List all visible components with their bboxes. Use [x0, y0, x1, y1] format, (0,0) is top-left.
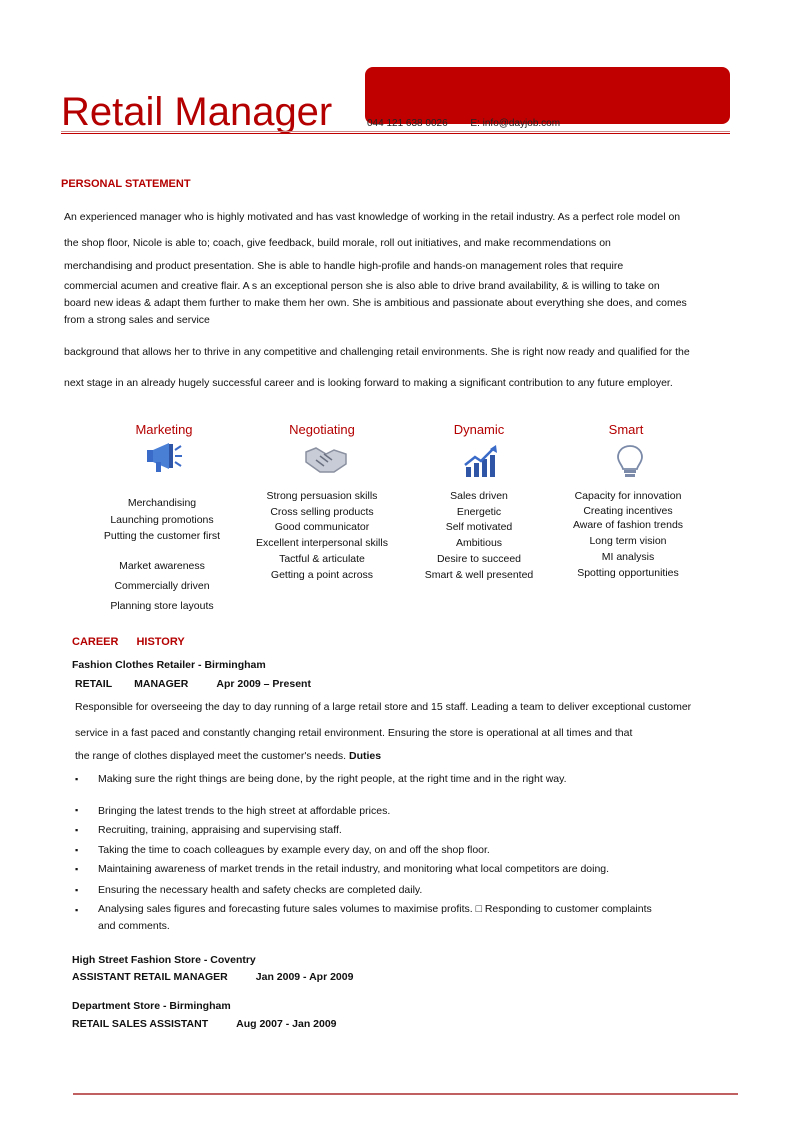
skill-item: Long term vision [589, 535, 667, 547]
duty-item: Recruiting, training, appraising and supervising staff. [98, 824, 342, 836]
job-description-line: Responsible for overseeing the day to day running of a large retail store and 15 staff. Leading a team to deliver exceptional customer [75, 701, 692, 713]
job-company: Department Store - Birmingham [72, 1000, 231, 1012]
skill-item: Getting a point across [270, 569, 374, 581]
header-divider-accent [61, 133, 730, 134]
skill-item: Ambitious [455, 537, 503, 549]
skill-item: Aware of fashion trends [572, 519, 684, 531]
bullet-icon: ▪ [75, 825, 79, 835]
bullet-icon: ▪ [75, 864, 79, 874]
bullet-icon: ▪ [75, 774, 79, 784]
skill-item: Energetic [456, 506, 502, 518]
job-description-line: service in a fast paced and constantly changing retail environment. Ensuring the store is operational at all times and that [75, 727, 633, 739]
statement-line: merchandising and product presentation. She is able to handle high-profile and hands-on management roles that require [64, 260, 624, 272]
statement-line: background that allows her to thrive in any competitive and challenging retail environments. She is right now ready and qualified for the [64, 346, 690, 358]
skill-item: Tactful & articulate [279, 553, 365, 565]
bullet-icon: ▪ [75, 845, 79, 855]
skill-title-negotiating: Negotiating [289, 422, 355, 437]
contact-info [367, 118, 580, 129]
skill-title-dynamic: Dynamic [453, 422, 505, 437]
statement-line: next stage in an already hugely successful career and is looking forward to making a significant contribution to any future employer. [64, 377, 673, 389]
duty-item-continued: and comments. [98, 920, 170, 932]
duty-item: Analysing sales figures and forecasting future sales volumes to maximise profits. □ Responding to customer complaints [98, 903, 652, 915]
lightbulb-icon [610, 443, 650, 479]
job-dates: Jan 2009 - Apr 2009 [255, 971, 354, 983]
job-description-text: the range of clothes displayed meet the customer's needs. [75, 750, 347, 762]
statement-line: the shop floor, Nicole is able to; coach, give feedback, build morale, roll out initiatives, and make recommendations on [64, 237, 611, 249]
skill-item: Market awareness [119, 560, 205, 572]
skill-item: Good communicator [274, 521, 370, 533]
bullet-icon: ▪ [75, 805, 79, 815]
skill-item: Planning store layouts [110, 600, 214, 612]
skill-title-smart: Smart [608, 422, 644, 437]
skill-item: Cross selling products [270, 506, 374, 518]
duty-item: Maintaining awareness of market trends in the retail industry, and monitoring what local competitors are doing. [98, 863, 610, 875]
duty-item: Ensuring the necessary health and safety checks are completed daily. [98, 884, 423, 896]
skill-item: Launching promotions [110, 514, 214, 526]
job-role-word: MANAGER [134, 678, 189, 690]
job-role-title: RETAIL SALES ASSISTANT [72, 1018, 209, 1030]
growth-chart-icon [462, 443, 502, 479]
career-history-heading [72, 636, 185, 648]
skill-title-marketing: Marketing [135, 422, 193, 437]
skill-item: Strong persuasion skills [266, 490, 378, 502]
job-dates: Apr 2009 – Present [216, 678, 311, 690]
skill-item: Self motivated [445, 521, 513, 533]
skill-item: Spotting opportunities [577, 567, 679, 579]
duty-item: Bringing the latest trends to the high street at affordable prices. [98, 805, 391, 817]
job-role [75, 678, 311, 690]
statement-line: An experienced manager who is highly motivated and has vast knowledge of working in the retail industry. As a perfect role model on [64, 211, 681, 223]
job-dates: Aug 2007 - Jan 2009 [236, 1018, 337, 1030]
job-role-word: RETAIL [75, 678, 113, 690]
job-role [72, 1018, 337, 1030]
skill-item: Putting the customer first [103, 530, 221, 542]
handshake-icon [304, 442, 348, 478]
skill-item: Capacity for innovation [574, 490, 682, 502]
duties-label: Duties [349, 750, 382, 762]
megaphone-icon [143, 440, 183, 476]
skill-item: MI analysis [601, 551, 655, 563]
page-title: Retail Manager [61, 90, 333, 134]
job-company: High Street Fashion Store - Coventry [72, 954, 256, 966]
skill-item: Sales driven [450, 490, 508, 502]
job-description-line [75, 750, 381, 762]
job-company: Fashion Clothes Retailer - Birmingham [72, 659, 266, 671]
skill-item: Smart & well presented [424, 569, 534, 581]
duty-item: Making sure the right things are being done, by the right people, at the right time and in the right way. [98, 773, 567, 785]
duty-item: Taking the time to coach colleagues by example every day, on and off the shop floor. [98, 844, 490, 856]
header-banner [365, 67, 730, 124]
history-heading-word: HISTORY [136, 636, 185, 648]
email-address: E: info@dayjob.com [470, 118, 561, 129]
bullet-icon: ▪ [75, 905, 79, 915]
skill-item: Creating incentives [583, 505, 673, 517]
skill-item: Merchandising [127, 497, 197, 509]
job-role [72, 971, 353, 983]
personal-statement-heading: PERSONAL STATEMENT [61, 178, 191, 190]
career-heading-word: CAREER [72, 636, 119, 648]
skill-item: Desire to succeed [436, 553, 522, 565]
statement-line: commercial acumen and creative flair. A s an exceptional person she is also able to drive brand availability, & is willing to take on [64, 280, 660, 292]
statement-line: board new ideas & adapt them further to make them her own. She is ambitious and passionate about everything she does, and comes [64, 297, 687, 309]
footer-divider [73, 1093, 738, 1095]
header-divider [61, 131, 730, 132]
phone-number: 044 121 638 0026 [367, 118, 448, 129]
bullet-icon: ▪ [75, 885, 79, 895]
skill-item: Commercially driven [114, 580, 210, 592]
skill-item: Excellent interpersonal skills [256, 537, 388, 549]
job-role-title: ASSISTANT RETAIL MANAGER [72, 971, 228, 983]
statement-line: from a strong sales and service [64, 314, 210, 326]
